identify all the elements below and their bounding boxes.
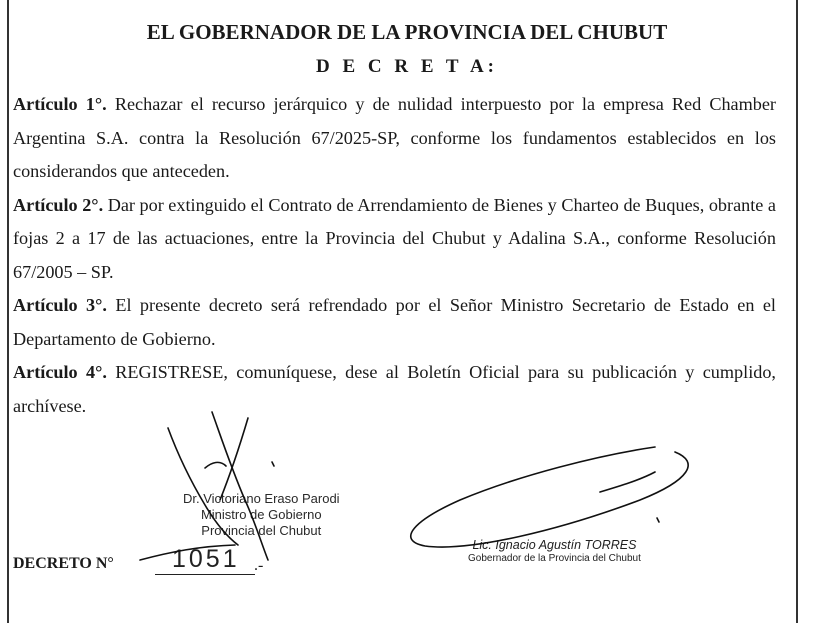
minister-position: Ministro de Gobierno: [200, 507, 322, 522]
article-3-text: El presente decreto será refrendado por el Señor Ministro Secretario de Estado en el Departamento de Gobierno.: [13, 295, 776, 349]
minister-name: Dr. Victoriano Eraso Parodi: [183, 491, 340, 506]
article-1-text: Rechazar el recurso jerárquico y de nulidad interpuesto por la empresa Red Chamber Argentina S.A. contra la Resolución 67/2025-SP, conforme los fundamentos establecidos en los considerandos que anteceden.: [13, 94, 776, 181]
decree-number-label: DECRETO N°: [13, 555, 114, 572]
article-4-text: REGISTRESE, comuníquese, dese al Boletín Oficial para su publicación y cumplido, archívese.: [13, 362, 776, 416]
governor-handwritten-signature: [411, 447, 688, 547]
minister-handwritten-signature: [140, 412, 274, 560]
governor-position: Gobernador de la Provincia del Chubut: [468, 553, 641, 564]
article-2-label: Artículo 2°.: [13, 194, 104, 215]
article-4-label: Artículo 4°.: [13, 362, 107, 382]
decree-number-value: 1051: [172, 545, 240, 573]
article-2-text: Dar por extinguido el Contrato de Arrendamiento de Bienes y Charteo de Buques, obrante a fojas 2 a 17 de las actuaciones, entre la Provincia del Chubut y Adalina S.A., conforme Resolución 67/2005 – SP.: [13, 194, 776, 282]
article-3-label: Artículo 3°.: [13, 295, 107, 315]
decree-heading: D E C R E T A:: [316, 56, 498, 77]
governor-name: Lic. Ignacio Agustín TORRES: [472, 538, 637, 552]
article-1-label: Artículo 1°.: [13, 94, 107, 114]
minister-jurisdiction: Provincia del Chubut: [201, 523, 322, 538]
authority-heading: EL GOBERNADOR DE LA PROVINCIA DEL CHUBUT: [146, 20, 668, 44]
decree-number-suffix: .-: [254, 557, 264, 574]
